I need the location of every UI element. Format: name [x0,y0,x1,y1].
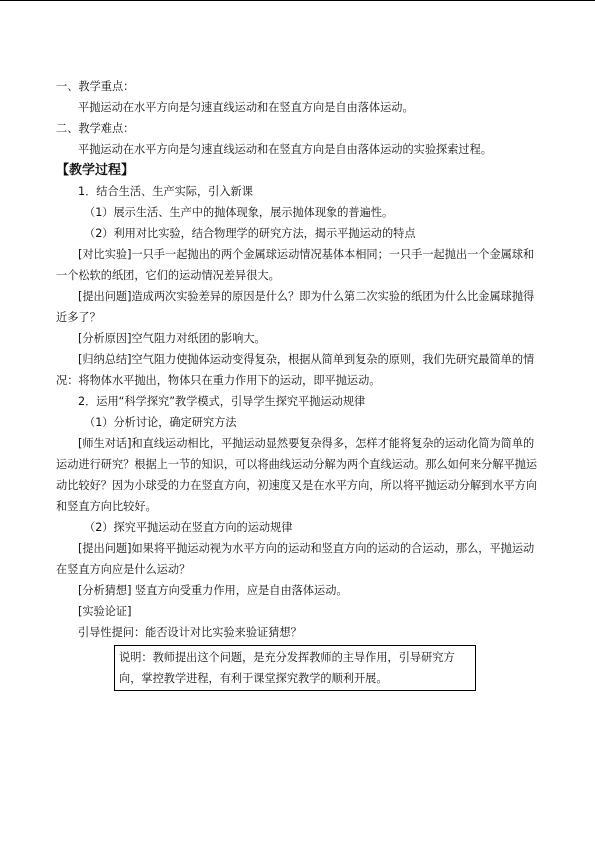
question2: [提出问题]如果将平抛运动视为水平方向的运动和竖直方向的运动的合运动，那么，平抛运动在竖直方向应是什么运动？ [56,542,535,576]
section1-body: 平抛运动在水平方向是匀速直线运动和在竖直方向是自由落体运动。 [78,101,414,114]
verify: [实验论证] [78,605,132,618]
section1-heading: 一、教学重点： [56,80,135,93]
process-title: 【教学过程】 [56,163,135,178]
question1: [提出问题]造成两次实验差异的原因是什么？即为什么第二次实验的纸团为什么比金属球抛得近多了？ [56,290,535,324]
step2-1: （1）分析讨论，确定研究方法 [84,416,237,429]
analysis-reason: [分析原因]空气阻力对纸团的影响大。 [78,332,266,345]
top-rule [0,0,595,1]
section2-body: 平抛运动在水平方向是匀速直线运动和在竖直方向是自由落体运动的实验探索过程。 [78,143,492,156]
section2-heading: 二、教学难点： [56,122,135,135]
guess: [分析猜想] 竖直方向受重力作用，应是自由落体运动。 [78,584,348,597]
contrast-experiment: [对比实验]一只手一起抛出的两个金属球运动情况基体本相同；一只手一起抛出一个金属球和一个松软的纸团，它们的运动情况差异很大。 [56,248,535,282]
document-body [56,76,540,691]
dialogue: [师生对话]和直线运动相比，平抛运动显然要复杂得多，怎样才能将复杂的运动化简为简单的运动进行研究？根据上一节的知识，可以将曲线运动分解为两个直线运动。那么如何来分解平抛运动比较好？因为小球受的力在竖直方向，初速度又是在水平方向，所以将平抛运动分解到水平方向和竖直方向比较好。 [56,437,538,513]
step1-1: （1）展示生活、生产中的抛体现象，展示抛体现象的普遍性。 [84,206,394,219]
summary: [归纳总结]空气阻力使抛体运动变得复杂，根据从简单到复杂的原则，我们先研究最简单的情况：将物体水平抛出，物体只在重力作用下的运动，即平抛运动。 [56,353,535,387]
note-text: 说明：教师提出这个问题，是充分发挥教师的主导作用，引导研究方向，掌控教学进程，有利于课堂探究教学的顺利开展。 [119,651,455,685]
note-box [114,645,476,691]
guiding-question: 引导性提问：能否设计对比实验来验证猜想？ [78,626,302,639]
step2: 2．运用“科学探究”教学模式，引导学生探究平抛运动规律 [78,395,366,408]
step1: 1．结合生活、生产实际，引入新课 [78,185,253,198]
step1-2: （2）利用对比实验，结合物理学的研究方法，揭示平抛运动的特点 [84,227,416,240]
step2-2: （2）探究平抛运动在竖直方向的运动规律 [84,521,293,534]
